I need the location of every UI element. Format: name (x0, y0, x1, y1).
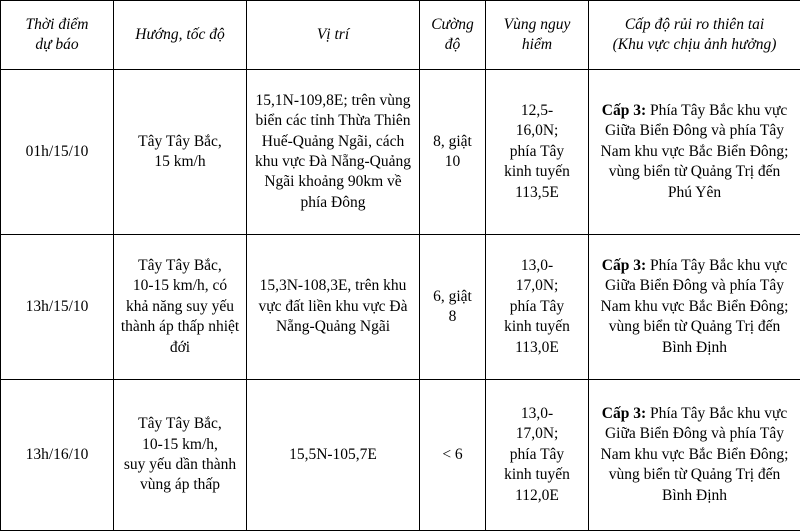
table-row (1, 235, 800, 380)
cell-direction: Tây Tây Bắc, 15 km/h (114, 70, 247, 235)
cell-danger-zone: 13,0- 17,0N; phía Tây kinh tuyến 113,0E (486, 235, 589, 380)
table-row (1, 380, 800, 531)
risk-area: Phía Tây Bắc khu vực Giữa Biển Đông và phía Tây Nam khu vực Bắc Biển Đông; vùng biển từ Quảng Trị đến Phú Yên (601, 102, 789, 201)
risk-level: Cấp 3: (602, 257, 646, 274)
cell-direction: Tây Tây Bắc, 10-15 km/h, có khả năng suy yếu thành áp thấp nhiệt đới (114, 235, 247, 380)
header-danger-zone: Vùng nguy hiểm (486, 1, 589, 70)
risk-level: Cấp 3: (602, 102, 646, 119)
cell-time: 13h/15/10 (1, 235, 114, 380)
cell-intensity: < 6 (420, 380, 486, 531)
cell-position: 15,1N-109,8E; trên vùng biển các tỉnh Thừa Thiên Huế-Quảng Ngãi, cách khu vực Đà Nẵng-Quảng Ngãi khoảng 90km về phía Đông (247, 70, 420, 235)
header-position: Vị trí (247, 1, 420, 70)
cell-intensity: 6, giật 8 (420, 235, 486, 380)
cell-time: 13h/16/10 (1, 380, 114, 531)
header-direction: Hướng, tốc độ (114, 1, 247, 70)
risk-level: Cấp 3: (602, 405, 646, 422)
header-risk: Cấp độ rủi ro thiên tai (Khu vực chịu ảnh hưởng) (589, 1, 800, 70)
cell-risk (589, 70, 800, 235)
risk-area: Phía Tây Bắc khu vực Giữa Biển Đông và phía Tây Nam khu vực Bắc Biển Đông; vùng biển từ Quảng Trị đến Bình Định (601, 405, 789, 504)
header-row (1, 1, 800, 70)
cell-risk (589, 380, 800, 531)
table-row (1, 70, 800, 235)
cell-danger-zone: 12,5- 16,0N; phía Tây kinh tuyến 113,5E (486, 70, 589, 235)
cell-direction: Tây Tây Bắc, 10-15 km/h, suy yếu dần thành vùng áp thấp (114, 380, 247, 531)
cell-risk (589, 235, 800, 380)
header-time: Thời điểm dự báo (1, 1, 114, 70)
cell-intensity: 8, giật 10 (420, 70, 486, 235)
cell-position: 15,3N-108,3E, trên khu vực đất liền khu vực Đà Nẵng-Quảng Ngãi (247, 235, 420, 380)
risk-area: Phía Tây Bắc khu vực Giữa Biển Đông và phía Tây Nam khu vực Bắc Biển Đông; vùng biển từ Quảng Trị đến Bình Định (601, 257, 789, 356)
cell-danger-zone: 13,0- 17,0N; phía Tây kinh tuyến 112,0E (486, 380, 589, 531)
header-intensity: Cường độ (420, 1, 486, 70)
table-header (1, 1, 800, 70)
table-body (1, 70, 800, 531)
cell-position: 15,5N-105,7E (247, 380, 420, 531)
cell-time: 01h/15/10 (1, 70, 114, 235)
